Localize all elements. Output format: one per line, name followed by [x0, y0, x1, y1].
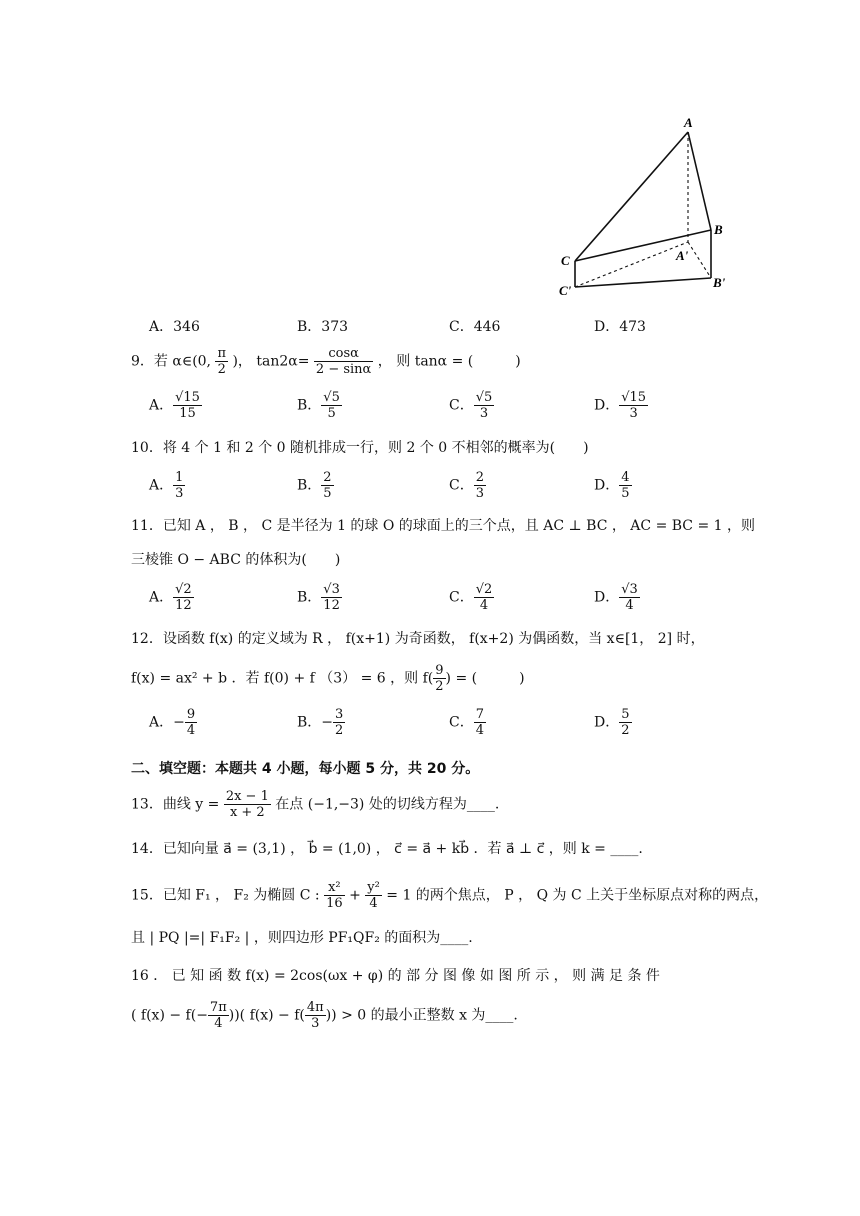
q10-option-b: B． $\frac{2}{5}$: [297, 470, 332, 501]
q9-option-c: C． $\frac{√5}{3}$: [449, 390, 493, 421]
q8-option-a: A．346: [149, 319, 200, 335]
q11-option-b: B． $\frac{√3}{12}$: [297, 582, 340, 613]
q11-option-d: D． $\frac{√3}{4}$: [594, 582, 638, 613]
geometry-figure: [550, 110, 750, 305]
q16-stem-line2: ( f(x) − f(− $\frac{7\pi}{4}$ ))( f(x) − f( $\frac{4\pi}{3}$ )) > 0 的最小正整数 x 为____.: [131, 1000, 518, 1031]
q12-option-b: B．− $\frac{3}{2}$: [297, 707, 344, 738]
q12-stem-line1: 12．设函数 f(x) 的定义域为 R ， f(x+1) 为奇函数， f(x+2) 为偶函数，当 x∈[1， 2] 时，: [131, 631, 705, 647]
q9-option-d: D． $\frac{√15}{3}$: [594, 390, 647, 421]
label-A: A: [684, 115, 693, 130]
edge-A1B1: [688, 242, 711, 278]
label-C1: C': [559, 283, 572, 298]
q11-stem-line1: 11．已知 A ， B ， C 是半径为 1 的球 O 的球面上的三个点，且 AC ⊥ BC ， AC = BC = 1 ，则: [131, 518, 756, 534]
q12-option-c: C． $\frac{7}{4}$: [449, 707, 484, 738]
q12-stem-line2: f(x) = ax² + b ．若 f(0) + f （3） = 6 ，则 f( $\frac{9}{2}$ ) = ( ): [131, 663, 525, 694]
label-B1: B': [713, 275, 726, 290]
q10-option-d: D． $\frac{4}{5}$: [594, 470, 630, 501]
q11-option-a: A． $\frac{√2}{12}$: [149, 582, 192, 613]
label-A1: A': [676, 248, 689, 263]
q8-option-b: B．373: [297, 319, 349, 335]
q8-option-c: C．446: [449, 319, 501, 335]
q10-option-a: A． $\frac{1}{3}$: [149, 470, 184, 501]
q16-stem-line1: 16 ． 已 知 函 数 f(x) = 2cos(ωx + φ) 的 部 分 图 像 如 图 所 示 ， 则 满 足 条 件: [131, 968, 660, 984]
label-B: B: [714, 222, 723, 237]
edge-AB: [688, 132, 711, 230]
edge-CB: [575, 230, 711, 261]
q9-stem: 9．若 α∈(0, $\frac{\pi}{2}$ )， tan2α= $\frac{\cos\alpha}{2 - \sin\alpha}$ ， 则 tanα = ( ): [131, 346, 521, 377]
q10-stem: 10．将 4 个 1 和 2 个 0 随机排成一行，则 2 个 0 不相邻的概率为( ): [131, 440, 589, 456]
q14-stem: 14．已知向量 a⃗ = (3,1) ， b⃗ = (1,0) ， c⃗ = a⃗ + kb⃗ ．若 a⃗ ⊥ c⃗ ，则 k = ____.: [131, 841, 643, 857]
q13-stem: 13．曲线 y = $\frac{2x - 1}{x + 2}$ 在点 (−1,−3) 处的切线方程为____.: [131, 789, 500, 820]
q9-option-b: B． $\frac{√5}{5}$: [297, 390, 340, 421]
q11-option-c: C． $\frac{√2}{4}$: [449, 582, 493, 613]
q12-option-a: A．− $\frac{9}{4}$: [149, 707, 196, 738]
label-C: C: [561, 253, 570, 268]
q10-option-c: C． $\frac{2}{3}$: [449, 470, 484, 501]
q8-option-d: D．473: [594, 319, 646, 335]
edge-CA: [575, 132, 688, 261]
q9-option-a: A． $\frac{√15}{15}$: [149, 390, 200, 421]
q11-stem-line2: 三棱锥 O − ABC 的体积为( ): [131, 552, 341, 568]
q12-option-d: D． $\frac{5}{2}$: [594, 707, 630, 738]
q15-stem-line1: 15．已知 F₁ ， F₂ 为椭圆 C : $\frac{\text{x²}}{16}$ + $\frac{\text{y²}}{4}$ = 1 的两个焦点， P ， Q 为 C 上关于坐标原点对称的两点，: [131, 880, 769, 911]
section-heading-fill-blank: 二、填空题：本题共 4 小题，每小题 5 分，共 20 分。: [131, 761, 480, 777]
q15-stem-line2: 且 | PQ |=| F₁F₂ | ，则四边形 PF₁QF₂ 的面积为____.: [131, 930, 473, 946]
edge-C1B1: [575, 278, 711, 287]
